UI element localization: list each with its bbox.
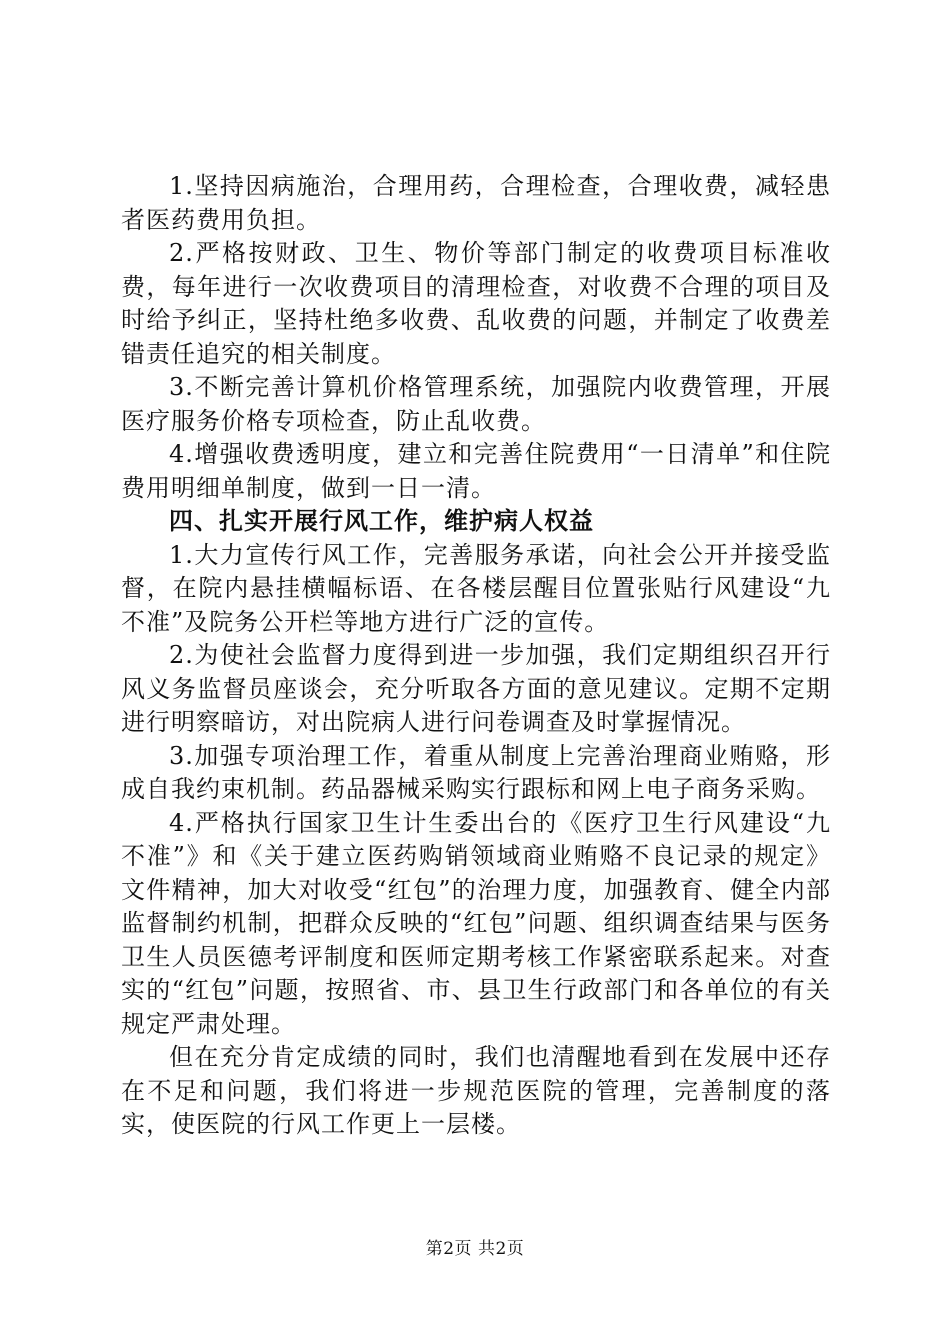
paragraph-fee-1: 1.坚持因病施治，合理用药，合理检查，合理收费，减轻患者医药费用负担。 (121, 172, 831, 234)
paragraph-conduct-4: 4.严格执行国家卫生计生委出台的《医疗卫生行风建设“九不准”》和《关于建立医药购销领域商业贿赂不良记录的规定》文件精神，加大对收受“红包”的治理力度，加强教育、健全内部监督制约机制，把群众反映的“红包”问题、组织调查结果与医务卫生人员医德考评制度和医师定期考核工作紧密联系起来。对查实的“红包”问题，按照省、市、县卫生行政部门和各单位的有关规定严肃处理。 (121, 808, 831, 1038)
document-body (121, 170, 831, 1142)
paragraph-fee-3: 3.不断完善计算机价格管理系统，加强院内收费管理，开展医疗服务价格专项检查，防止乱收费。 (121, 373, 831, 435)
paragraph-conduct-3: 3.加强专项治理工作，着重从制度上完善治理商业贿赂，形成自我约束机制。药品器械采购实行跟标和网上电子商务采购。 (121, 741, 831, 803)
paragraph-fee-2: 2.严格按财政、卫生、物价等部门制定的收费项目标准收费，每年进行一次收费项目的清理检查，对收费不合理的项目及时给予纠正，坚持杜绝多收费、乱收费的问题，并制定了收费差错责任追究的相关制度。 (121, 239, 831, 368)
paragraph-conduct-1: 1.大力宣传行风工作，完善服务承诺，向社会公开并接受监督，在院内悬挂横幅标语、在各楼层醒目位置张贴行风建设“九不准”及院务公开栏等地方进行广泛的宣传。 (121, 540, 831, 636)
page-number-footer: 第2页 共2页 (425, 1239, 525, 1259)
paragraph-conduct-2: 2.为使社会监督力度得到进一步加强，我们定期组织召开行风义务监督员座谈会，充分听取各方面的意见建议。定期不定期进行明察暗访，对出院病人进行问卷调查及时掌握情况。 (121, 641, 831, 736)
section-heading-4: 四、扎实开展行风工作，维护病人权益 (169, 507, 594, 535)
paragraph-fee-4: 4.增强收费透明度，建立和完善住院费用“一日清单”和住院费用明细单制度，做到一日一清。 (121, 440, 831, 502)
paragraph-conclusion: 但在充分肯定成绩的同时，我们也清醒地看到在发展中还存在不足和问题，我们将进一步规范医院的管理，完善制度的落实，使医院的行风工作更上一层楼。 (121, 1043, 831, 1138)
